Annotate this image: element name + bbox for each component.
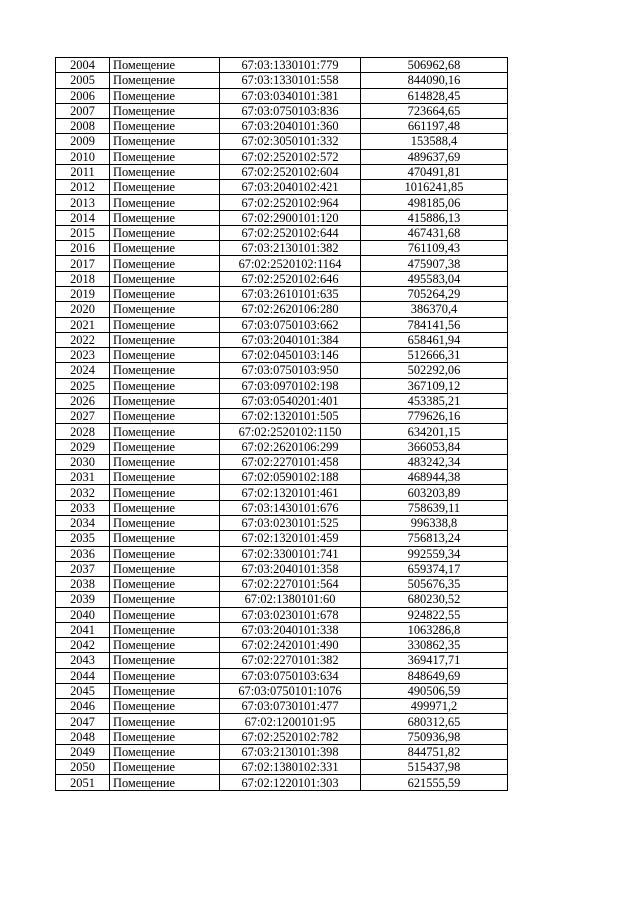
object-type-cell: Помещение xyxy=(110,714,220,729)
table-row xyxy=(56,470,508,485)
table-row xyxy=(56,439,508,454)
table-row xyxy=(56,760,508,775)
row-number-cell: 2013 xyxy=(56,195,110,210)
object-type-cell: Помещение xyxy=(110,348,220,363)
object-type-cell: Помещение xyxy=(110,424,220,439)
cadastral-value-cell: 723664,65 xyxy=(361,103,508,118)
cadastral-number-cell: 67:03:2130101:382 xyxy=(220,241,361,256)
row-number-cell: 2018 xyxy=(56,271,110,286)
object-type-cell: Помещение xyxy=(110,546,220,561)
cadastral-value-cell: 779626,16 xyxy=(361,409,508,424)
row-number-cell: 2022 xyxy=(56,332,110,347)
table-row xyxy=(56,195,508,210)
cadastral-value-cell: 505676,35 xyxy=(361,577,508,592)
object-type-cell: Помещение xyxy=(110,592,220,607)
table-row xyxy=(56,134,508,149)
cadastral-number-cell: 67:02:2520102:646 xyxy=(220,271,361,286)
table-row xyxy=(56,561,508,576)
object-type-cell: Помещение xyxy=(110,760,220,775)
cadastral-value-cell: 470491,81 xyxy=(361,164,508,179)
row-number-cell: 2006 xyxy=(56,88,110,103)
row-number-cell: 2025 xyxy=(56,378,110,393)
cadastral-number-cell: 67:02:1380101:60 xyxy=(220,592,361,607)
object-type-cell: Помещение xyxy=(110,225,220,240)
object-type-cell: Помещение xyxy=(110,683,220,698)
table-row xyxy=(56,58,508,73)
cadastral-value-cell: 489637,69 xyxy=(361,149,508,164)
row-number-cell: 2008 xyxy=(56,119,110,134)
cadastral-value-cell: 515437,98 xyxy=(361,760,508,775)
cadastral-value-cell: 996338,8 xyxy=(361,515,508,530)
row-number-cell: 2047 xyxy=(56,714,110,729)
table-row xyxy=(56,103,508,118)
cadastral-number-cell: 67:02:2520102:1150 xyxy=(220,424,361,439)
cadastral-value-cell: 498185,06 xyxy=(361,195,508,210)
registry-table-body xyxy=(56,58,508,791)
cadastral-number-cell: 67:03:2040101:338 xyxy=(220,622,361,637)
object-type-cell: Помещение xyxy=(110,317,220,332)
object-type-cell: Помещение xyxy=(110,164,220,179)
row-number-cell: 2046 xyxy=(56,699,110,714)
table-row xyxy=(56,332,508,347)
cadastral-number-cell: 67:03:0750101:1076 xyxy=(220,683,361,698)
table-row xyxy=(56,622,508,637)
cadastral-value-cell: 621555,59 xyxy=(361,775,508,790)
cadastral-value-cell: 658461,94 xyxy=(361,332,508,347)
object-type-cell: Помещение xyxy=(110,393,220,408)
cadastral-number-cell: 67:02:2900101:120 xyxy=(220,210,361,225)
row-number-cell: 2041 xyxy=(56,622,110,637)
cadastral-number-cell: 67:03:1330101:558 xyxy=(220,73,361,88)
table-row xyxy=(56,454,508,469)
table-row xyxy=(56,271,508,286)
object-type-cell: Помещение xyxy=(110,180,220,195)
cadastral-value-cell: 784141,56 xyxy=(361,317,508,332)
object-type-cell: Помещение xyxy=(110,577,220,592)
cadastral-number-cell: 67:03:0970102:198 xyxy=(220,378,361,393)
table-row xyxy=(56,409,508,424)
cadastral-value-cell: 367109,12 xyxy=(361,378,508,393)
cadastral-value-cell: 634201,15 xyxy=(361,424,508,439)
row-number-cell: 2017 xyxy=(56,256,110,271)
cadastral-number-cell: 67:02:2270101:564 xyxy=(220,577,361,592)
object-type-cell: Помещение xyxy=(110,729,220,744)
row-number-cell: 2045 xyxy=(56,683,110,698)
table-row xyxy=(56,73,508,88)
table-row xyxy=(56,378,508,393)
cadastral-value-cell: 330862,35 xyxy=(361,638,508,653)
row-number-cell: 2042 xyxy=(56,638,110,653)
object-type-cell: Помещение xyxy=(110,134,220,149)
table-row xyxy=(56,729,508,744)
table-row xyxy=(56,256,508,271)
cadastral-number-cell: 67:02:3050101:332 xyxy=(220,134,361,149)
row-number-cell: 2033 xyxy=(56,500,110,515)
cadastral-value-cell: 750936,98 xyxy=(361,729,508,744)
cadastral-number-cell: 67:03:0750103:662 xyxy=(220,317,361,332)
table-row xyxy=(56,317,508,332)
cadastral-value-cell: 502292,06 xyxy=(361,363,508,378)
object-type-cell: Помещение xyxy=(110,744,220,759)
cadastral-value-cell: 924822,55 xyxy=(361,607,508,622)
cadastral-number-cell: 67:03:0230101:525 xyxy=(220,515,361,530)
cadastral-number-cell: 67:02:2520102:572 xyxy=(220,149,361,164)
object-type-cell: Помещение xyxy=(110,119,220,134)
row-number-cell: 2030 xyxy=(56,454,110,469)
cadastral-value-cell: 659374,17 xyxy=(361,561,508,576)
object-type-cell: Помещение xyxy=(110,531,220,546)
object-type-cell: Помещение xyxy=(110,58,220,73)
cadastral-number-cell: 67:02:2420101:490 xyxy=(220,638,361,653)
row-number-cell: 2043 xyxy=(56,653,110,668)
cadastral-value-cell: 453385,21 xyxy=(361,393,508,408)
cadastral-number-cell: 67:03:0540201:401 xyxy=(220,393,361,408)
cadastral-number-cell: 67:02:2520102:964 xyxy=(220,195,361,210)
table-row xyxy=(56,668,508,683)
table-row xyxy=(56,88,508,103)
table-row xyxy=(56,348,508,363)
object-type-cell: Помещение xyxy=(110,622,220,637)
table-row xyxy=(56,607,508,622)
object-type-cell: Помещение xyxy=(110,607,220,622)
row-number-cell: 2014 xyxy=(56,210,110,225)
object-type-cell: Помещение xyxy=(110,470,220,485)
cadastral-value-cell: 844751,82 xyxy=(361,744,508,759)
cadastral-value-cell: 366053,84 xyxy=(361,439,508,454)
cadastral-value-cell: 661197,48 xyxy=(361,119,508,134)
cadastral-number-cell: 67:03:2040101:360 xyxy=(220,119,361,134)
row-number-cell: 2034 xyxy=(56,515,110,530)
row-number-cell: 2029 xyxy=(56,439,110,454)
row-number-cell: 2016 xyxy=(56,241,110,256)
row-number-cell: 2049 xyxy=(56,744,110,759)
object-type-cell: Помещение xyxy=(110,88,220,103)
table-row xyxy=(56,424,508,439)
row-number-cell: 2005 xyxy=(56,73,110,88)
row-number-cell: 2015 xyxy=(56,225,110,240)
table-row xyxy=(56,653,508,668)
table-row xyxy=(56,699,508,714)
object-type-cell: Помещение xyxy=(110,439,220,454)
object-type-cell: Помещение xyxy=(110,485,220,500)
cadastral-value-cell: 992559,34 xyxy=(361,546,508,561)
table-row xyxy=(56,577,508,592)
row-number-cell: 2028 xyxy=(56,424,110,439)
cadastral-value-cell: 680312,65 xyxy=(361,714,508,729)
row-number-cell: 2020 xyxy=(56,302,110,317)
cadastral-value-cell: 1063286,8 xyxy=(361,622,508,637)
table-row xyxy=(56,286,508,301)
cadastral-number-cell: 67:02:1220101:303 xyxy=(220,775,361,790)
table-row xyxy=(56,638,508,653)
object-type-cell: Помещение xyxy=(110,638,220,653)
table-row xyxy=(56,714,508,729)
cadastral-value-cell: 844090,16 xyxy=(361,73,508,88)
object-type-cell: Помещение xyxy=(110,500,220,515)
row-number-cell: 2036 xyxy=(56,546,110,561)
row-number-cell: 2037 xyxy=(56,561,110,576)
cadastral-value-cell: 468944,38 xyxy=(361,470,508,485)
cadastral-number-cell: 67:03:1430101:676 xyxy=(220,500,361,515)
cadastral-number-cell: 67:03:1330101:779 xyxy=(220,58,361,73)
object-type-cell: Помещение xyxy=(110,103,220,118)
cadastral-number-cell: 67:02:2270101:382 xyxy=(220,653,361,668)
cadastral-value-cell: 705264,29 xyxy=(361,286,508,301)
cadastral-number-cell: 67:02:0450103:146 xyxy=(220,348,361,363)
row-number-cell: 2012 xyxy=(56,180,110,195)
object-type-cell: Помещение xyxy=(110,363,220,378)
table-row xyxy=(56,500,508,515)
table-row xyxy=(56,485,508,500)
row-number-cell: 2032 xyxy=(56,485,110,500)
table-row xyxy=(56,241,508,256)
cadastral-value-cell: 506962,68 xyxy=(361,58,508,73)
row-number-cell: 2044 xyxy=(56,668,110,683)
cadastral-number-cell: 67:02:0590102:188 xyxy=(220,470,361,485)
cadastral-number-cell: 67:03:0340101:381 xyxy=(220,88,361,103)
object-type-cell: Помещение xyxy=(110,256,220,271)
row-number-cell: 2007 xyxy=(56,103,110,118)
table-row xyxy=(56,180,508,195)
table-row xyxy=(56,744,508,759)
object-type-cell: Помещение xyxy=(110,149,220,164)
row-number-cell: 2051 xyxy=(56,775,110,790)
cadastral-value-cell: 603203,89 xyxy=(361,485,508,500)
object-type-cell: Помещение xyxy=(110,409,220,424)
cadastral-number-cell: 67:03:0750103:836 xyxy=(220,103,361,118)
cadastral-value-cell: 680230,52 xyxy=(361,592,508,607)
cadastral-number-cell: 67:03:2040101:358 xyxy=(220,561,361,576)
object-type-cell: Помещение xyxy=(110,210,220,225)
object-type-cell: Помещение xyxy=(110,271,220,286)
cadastral-number-cell: 67:02:1320101:459 xyxy=(220,531,361,546)
cadastral-value-cell: 499971,2 xyxy=(361,699,508,714)
table-row xyxy=(56,225,508,240)
row-number-cell: 2023 xyxy=(56,348,110,363)
cadastral-number-cell: 67:02:3300101:741 xyxy=(220,546,361,561)
table-row xyxy=(56,393,508,408)
row-number-cell: 2026 xyxy=(56,393,110,408)
cadastral-value-cell: 415886,13 xyxy=(361,210,508,225)
object-type-cell: Помещение xyxy=(110,195,220,210)
table-row xyxy=(56,164,508,179)
row-number-cell: 2027 xyxy=(56,409,110,424)
cadastral-number-cell: 67:02:2270101:458 xyxy=(220,454,361,469)
table-row xyxy=(56,515,508,530)
cadastral-value-cell: 483242,34 xyxy=(361,454,508,469)
cadastral-number-cell: 67:03:0730101:477 xyxy=(220,699,361,714)
object-type-cell: Помещение xyxy=(110,515,220,530)
table-row xyxy=(56,546,508,561)
row-number-cell: 2004 xyxy=(56,58,110,73)
cadastral-number-cell: 67:02:2520102:604 xyxy=(220,164,361,179)
table-row xyxy=(56,531,508,546)
cadastral-value-cell: 153588,4 xyxy=(361,134,508,149)
cadastral-value-cell: 386370,4 xyxy=(361,302,508,317)
row-number-cell: 2038 xyxy=(56,577,110,592)
cadastral-number-cell: 67:02:2620106:280 xyxy=(220,302,361,317)
table-row xyxy=(56,210,508,225)
object-type-cell: Помещение xyxy=(110,378,220,393)
row-number-cell: 2039 xyxy=(56,592,110,607)
table-row xyxy=(56,149,508,164)
row-number-cell: 2040 xyxy=(56,607,110,622)
cadastral-value-cell: 512666,31 xyxy=(361,348,508,363)
cadastral-number-cell: 67:02:2520102:644 xyxy=(220,225,361,240)
cadastral-value-cell: 614828,45 xyxy=(361,88,508,103)
cadastral-number-cell: 67:03:0750103:634 xyxy=(220,668,361,683)
row-number-cell: 2021 xyxy=(56,317,110,332)
table-row xyxy=(56,775,508,790)
cadastral-number-cell: 67:02:1200101:95 xyxy=(220,714,361,729)
object-type-cell: Помещение xyxy=(110,775,220,790)
cadastral-number-cell: 67:03:2040102:421 xyxy=(220,180,361,195)
object-type-cell: Помещение xyxy=(110,332,220,347)
cadastral-value-cell: 475907,38 xyxy=(361,256,508,271)
cadastral-value-cell: 756813,24 xyxy=(361,531,508,546)
cadastral-number-cell: 67:03:2130101:398 xyxy=(220,744,361,759)
table-row xyxy=(56,302,508,317)
cadastral-value-cell: 369417,71 xyxy=(361,653,508,668)
object-type-cell: Помещение xyxy=(110,286,220,301)
row-number-cell: 2050 xyxy=(56,760,110,775)
cadastral-value-cell: 848649,69 xyxy=(361,668,508,683)
row-number-cell: 2031 xyxy=(56,470,110,485)
cadastral-number-cell: 67:02:2520102:1164 xyxy=(220,256,361,271)
cadastral-number-cell: 67:03:2610101:635 xyxy=(220,286,361,301)
row-number-cell: 2035 xyxy=(56,531,110,546)
object-type-cell: Помещение xyxy=(110,73,220,88)
row-number-cell: 2019 xyxy=(56,286,110,301)
registry-table xyxy=(55,57,508,791)
object-type-cell: Помещение xyxy=(110,454,220,469)
cadastral-value-cell: 490506,59 xyxy=(361,683,508,698)
object-type-cell: Помещение xyxy=(110,668,220,683)
table-row xyxy=(56,119,508,134)
row-number-cell: 2011 xyxy=(56,164,110,179)
cadastral-value-cell: 495583,04 xyxy=(361,271,508,286)
cadastral-number-cell: 67:02:1380102:331 xyxy=(220,760,361,775)
cadastral-number-cell: 67:03:0230101:678 xyxy=(220,607,361,622)
object-type-cell: Помещение xyxy=(110,699,220,714)
cadastral-value-cell: 758639,11 xyxy=(361,500,508,515)
row-number-cell: 2048 xyxy=(56,729,110,744)
row-number-cell: 2024 xyxy=(56,363,110,378)
cadastral-number-cell: 67:03:2040101:384 xyxy=(220,332,361,347)
table-row xyxy=(56,592,508,607)
cadastral-value-cell: 1016241,85 xyxy=(361,180,508,195)
cadastral-value-cell: 761109,43 xyxy=(361,241,508,256)
cadastral-value-cell: 467431,68 xyxy=(361,225,508,240)
object-type-cell: Помещение xyxy=(110,653,220,668)
cadastral-number-cell: 67:03:0750103:950 xyxy=(220,363,361,378)
table-row xyxy=(56,683,508,698)
object-type-cell: Помещение xyxy=(110,241,220,256)
row-number-cell: 2009 xyxy=(56,134,110,149)
object-type-cell: Помещение xyxy=(110,302,220,317)
object-type-cell: Помещение xyxy=(110,561,220,576)
row-number-cell: 2010 xyxy=(56,149,110,164)
cadastral-number-cell: 67:02:2620106:299 xyxy=(220,439,361,454)
cadastral-number-cell: 67:02:1320101:461 xyxy=(220,485,361,500)
table-row xyxy=(56,363,508,378)
cadastral-number-cell: 67:02:2520102:782 xyxy=(220,729,361,744)
cadastral-number-cell: 67:02:1320101:505 xyxy=(220,409,361,424)
